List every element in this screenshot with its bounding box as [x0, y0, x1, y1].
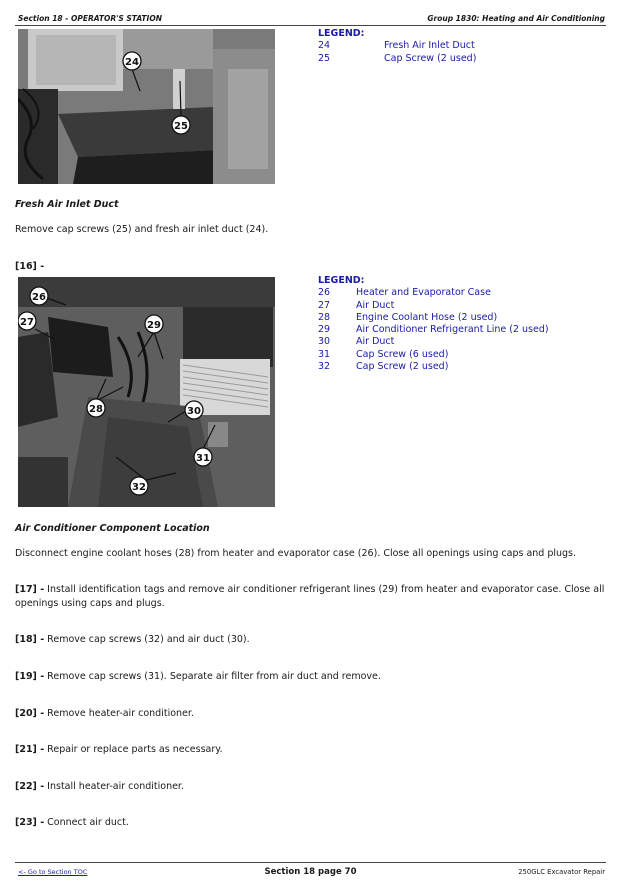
- step-17: [15, 583, 605, 611]
- step-number: [22] -: [15, 781, 45, 792]
- legend-figure1: [318, 28, 608, 65]
- legend-number: 25: [318, 52, 331, 64]
- legend-number: 30: [318, 336, 331, 348]
- legend-item: [318, 349, 608, 361]
- legend-description: Air Duct: [356, 336, 395, 348]
- legend-number: 31: [318, 348, 331, 360]
- step-22: [15, 780, 605, 794]
- legend-number: 24: [318, 40, 331, 52]
- step-19: [15, 670, 605, 684]
- svg-text:31: 31: [196, 453, 210, 464]
- step-20: [15, 707, 605, 721]
- step-23: [15, 816, 605, 830]
- legend-title: LEGEND:: [318, 275, 365, 286]
- legend-item: [318, 336, 608, 348]
- legend-figure2: [318, 275, 608, 373]
- page-number: Section 18 page 70: [264, 867, 357, 877]
- legend-description: Engine Coolant Hose (2 used): [356, 311, 498, 323]
- legend-description: Cap Screw (6 used): [356, 348, 449, 360]
- svg-text:28: 28: [89, 404, 103, 415]
- legend-item: [318, 287, 608, 299]
- step-18: [15, 633, 605, 647]
- step-number: [23] -: [15, 817, 45, 828]
- legend-item: [318, 361, 608, 373]
- manual-title: 250GLC Excavator Repair: [518, 868, 605, 876]
- legend-item: [318, 53, 608, 65]
- step-number: [18] -: [15, 634, 45, 645]
- svg-text:27: 27: [20, 317, 34, 328]
- legend-description: Air Conditioner Refrigerant Line (2 used): [356, 324, 549, 336]
- svg-text:24: 24: [125, 57, 139, 68]
- step-text: Repair or replace parts as necessary.: [44, 744, 223, 755]
- legend-item: [318, 300, 608, 312]
- legend-item: [318, 312, 608, 324]
- figure2-caption: Air Conditioner Component Location: [15, 523, 210, 534]
- figure1-instruction: Remove cap screws (25) and fresh air inlet duct (24).: [15, 224, 269, 235]
- step-21: [15, 743, 605, 757]
- step-16-label: [16] -: [15, 261, 45, 272]
- step-number: [19] -: [15, 671, 45, 682]
- step-text: Remove cap screws (32) and air duct (30).: [44, 634, 250, 645]
- legend-description: Fresh Air Inlet Duct: [384, 40, 475, 52]
- ac-component-photo: [18, 277, 275, 507]
- step-text: Remove cap screws (31). Separate air filter from air duct and remove.: [44, 671, 381, 682]
- svg-text:25: 25: [174, 121, 188, 132]
- figure1-caption: Fresh Air Inlet Duct: [15, 199, 119, 210]
- svg-text:26: 26: [32, 292, 46, 303]
- step-text: Install heater-air conditioner.: [44, 781, 184, 792]
- step-text: Remove heater-air conditioner.: [44, 708, 194, 719]
- legend-number: 28: [318, 311, 331, 323]
- legend-title: LEGEND:: [318, 28, 365, 39]
- section-toc-link[interactable]: <- Go to Section TOC: [18, 868, 88, 876]
- step-number: [21] -: [15, 744, 45, 755]
- svg-text:29: 29: [147, 320, 161, 331]
- legend-number: 32: [318, 361, 331, 373]
- group-header: Group 1830: Heating and Air Conditioning: [427, 14, 605, 23]
- legend-description: Heater and Evaporator Case: [356, 287, 491, 299]
- header-divider: [15, 25, 606, 26]
- footer-divider: [15, 862, 606, 863]
- svg-text:32: 32: [132, 482, 146, 493]
- step-text: Install identification tags and remove air conditioner refrigerant lines (29) from heater and evaporator case. Close all openings using caps and plugs.: [15, 584, 605, 609]
- legend-description: Cap Screw (2 used): [384, 52, 477, 64]
- legend-number: 26: [318, 287, 331, 299]
- legend-description: Air Duct: [356, 299, 395, 311]
- step-number: [20] -: [15, 708, 45, 719]
- legend-number: 29: [318, 324, 331, 336]
- legend-item: [318, 40, 608, 52]
- legend-number: 27: [318, 299, 331, 311]
- figure2-instruction: Disconnect engine coolant hoses (28) from heater and evaporator case (26). Close all openings using caps and plugs.: [15, 548, 577, 559]
- legend-item: [318, 324, 608, 336]
- step-number: [17] -: [15, 584, 45, 595]
- step-text: Connect air duct.: [44, 817, 129, 828]
- fresh-air-duct-photo: [18, 29, 275, 184]
- legend-description: Cap Screw (2 used): [356, 361, 449, 373]
- svg-text:30: 30: [187, 406, 201, 417]
- section-header: Section 18 - OPERATOR'S STATION: [18, 14, 162, 23]
